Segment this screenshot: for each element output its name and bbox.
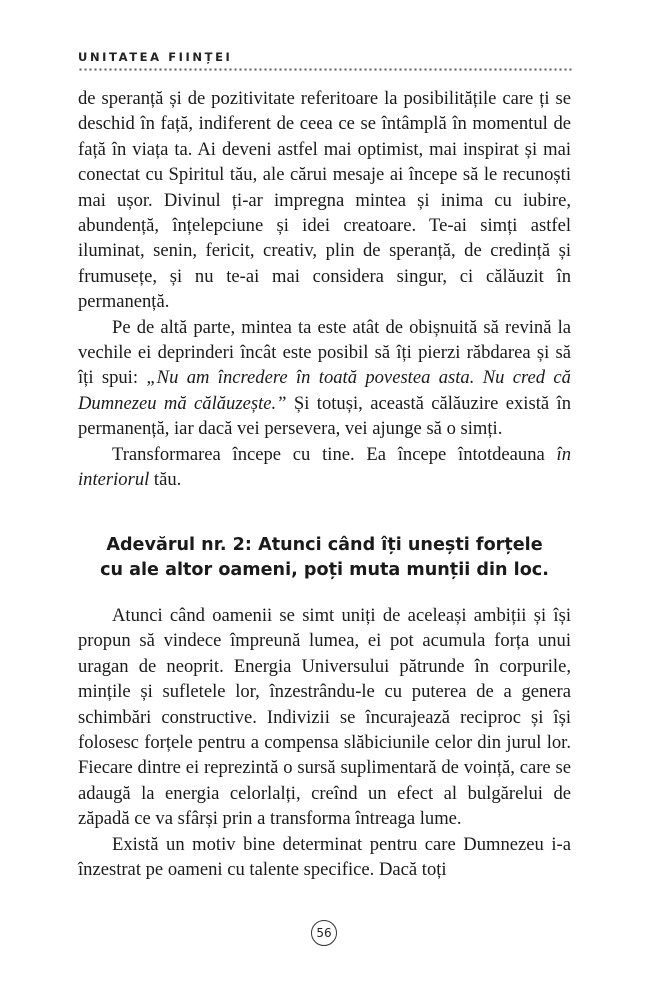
paragraph-3	[78, 442, 571, 493]
paragraph-1: de speranță și de pozitivitate referitoare la posibilitățile care ți se deschid în față, indiferent de ceea ce se întâmplă în momentul de față în viața ta. Ai deveni astfel mai optimist, mai inspirat și mai conectat cu Spiritul tău, ale cărui mesaje ai începe să le recunoști mai ușor. Divinul ți-ar impregna mintea și inima cu iubire, abundență, înțelepciune și idei creatoare. Te-ai simți astfel iluminat, senin, fericit, creativ, plin de speranță, de credință și frumusețe, și nu te-ai mai considera singur, ci călăuzit în permanență.	[78, 88, 571, 313]
paragraph-2-quote: „Nu am încredere în toată povestea asta. Nu cred că Dumnezeu mă călăuzește.”	[78, 367, 571, 414]
dotted-rule	[78, 68, 572, 71]
paragraph-3-text-end: tău.	[149, 469, 182, 491]
body-text-bottom	[78, 603, 571, 882]
body-text-top	[78, 86, 571, 493]
section-heading-line-1: Adevărul nr. 2: Atunci când îți unești forțele	[106, 535, 543, 555]
paragraph-2-text: Pe de altă parte, mintea ta este atât de obișnuită să revină la vechile ei deprinderi încât este posibil să îți pierzi răbdarea și să îți spui:	[78, 316, 571, 389]
paragraph-3-text: Transformarea începe cu tine. Ea începe întotdeauna	[112, 443, 557, 465]
page-header	[78, 50, 572, 71]
page-number: 56	[311, 920, 337, 946]
running-title: UNITATEA FIINȚEI	[78, 50, 233, 64]
section-heading-line-2: cu ale altor oameni, poți muta munții din loc.	[100, 560, 549, 580]
paragraph-3-emphasis: în interiorul	[78, 443, 571, 491]
section-paragraph-2: Există un motiv bine determinat pentru care Dumnezeu i-a înzestrat pe oameni cu talente specifice. Dacă toți	[78, 833, 571, 881]
section-heading	[78, 533, 571, 583]
paragraph-2-text-end: Și totuși, această călăuzire există în permanență, iar dacă vei persevera, vei ajunge să o simți.	[78, 392, 571, 440]
section-paragraph-1: Atunci când oamenii se simt uniți de aceleași ambiții și își propun să vindece împreună lumea, ei pot acumula forța unui uragan de neoprit. Energia Universului pătrunde în corpurile, mințile și sufletele lor, înzestrându-le cu puterea de a genera schimbări constructive. Indivizii se încurajează reciproc și își folosesc forțele pentru a compensa slăbiciunile celor din jurul lor. Fiecare dintre ei reprezintă o sursă suplimentară de voință, care se adaugă la energia celorlalți, creînd un efect al bulgărelui de zăpadă ce va sfârși prin a transforma întreaga lume.	[78, 605, 571, 830]
paragraph-2	[78, 315, 571, 442]
